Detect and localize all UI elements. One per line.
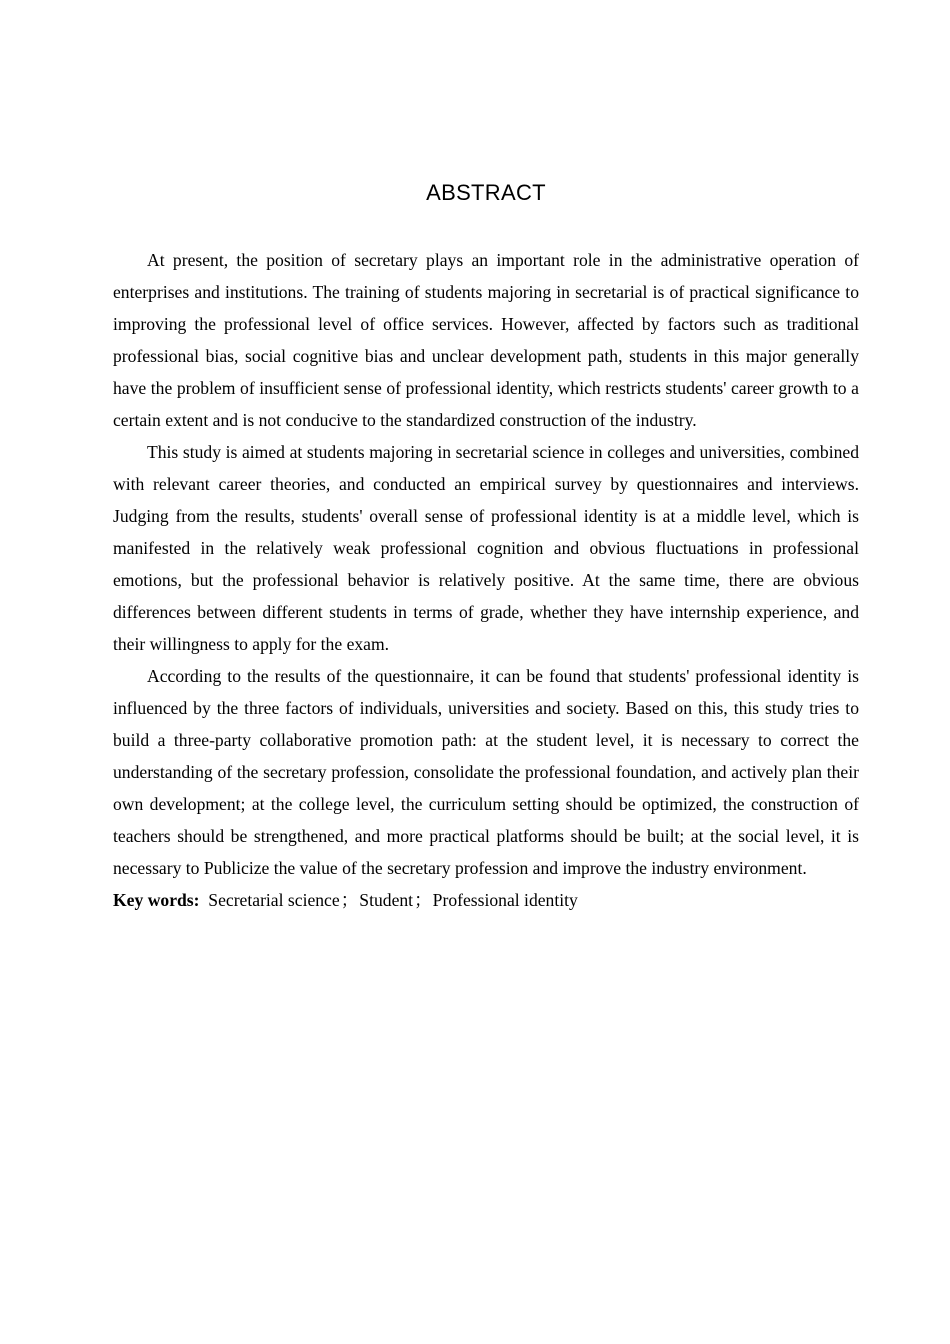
keyword-separator: ； <box>414 890 432 910</box>
keyword-item: Secretarial science <box>208 890 340 910</box>
abstract-paragraph-2: This study is aimed at students majoring in secretarial science in colleges and universities, combined with relevant career theories, and conducted an empirical survey by questionnaires and interviews. Judging from the results, students' overall sense of professional identity is at a middle level, which is manifested in the relatively weak professional cognition and obvious fluctuations in professional emotions, but the professional behavior is relatively positive. At the same time, there are obvious differences between different students in terms of grade, whether they have internship experience, and their willingness to apply for the exam. <box>113 442 859 654</box>
keyword-item: Professional identity <box>432 890 578 910</box>
abstract-paragraph-1: At present, the position of secretary plays an important role in the administrative operation of enterprises and institutions. The training of students majoring in secretarial is of practical significance to improving the professional level of office services. However, affected by factors such as traditional professional bias, social cognitive bias and unclear development path, students in this major generally have the problem of insufficient sense of professional identity, which restricts students' career growth to a certain extent and is not conducive to the standardized construction of the industry. <box>113 250 859 430</box>
abstract-title: ABSTRACT <box>426 180 546 205</box>
abstract-body <box>113 244 859 916</box>
keyword-separator: ； <box>340 890 359 910</box>
keywords-label: Key words: <box>113 890 200 910</box>
keyword-item: Student <box>359 890 414 910</box>
abstract-paragraph-3: According to the results of the questionnaire, it can be found that students' professional identity is influenced by the three factors of individuals, universities and society. Based on this, this study tries to build a three-party collaborative promotion path: at the student level, it is necessary to correct the understanding of the secretary profession, consolidate the professional foundation, and actively plan their own development; at the college level, the curriculum setting should be optimized, the construction of teachers should be strengthened, and more practical platforms should be built; at the social level, it is necessary to Publicize the value of the secretary profession and improve the industry environment. <box>113 666 859 878</box>
keywords-line <box>113 884 859 916</box>
